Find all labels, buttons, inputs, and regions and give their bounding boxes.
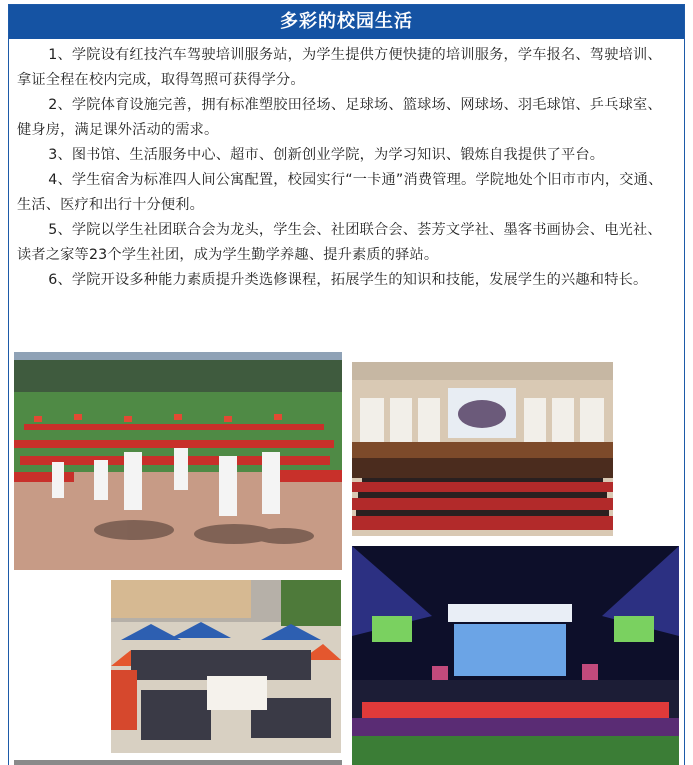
next-photo-edge (14, 760, 342, 765)
paragraph-5: 5、学院以学生社团联合会为龙头，学生会、社团联合会、荟芳文学社、墨客书画协会、电光社、读者之家等23个学生社团，成为学生勤学养趣、提升素质的驿站。 (17, 222, 662, 263)
stage-performance-photo (352, 546, 679, 765)
campus-fair-photo (111, 580, 341, 753)
section-title: 多彩的校园生活 (9, 5, 684, 39)
paragraph-1: 1、学院设有红技汽车驾驶培训服务站，为学生提供方便快捷的培训服务，学车报名、驾驶培训、拿证全程在校内完成，取得驾照可获得学分。 (17, 47, 662, 88)
content-body (9, 39, 684, 293)
exhibition-hall-photo (352, 362, 613, 536)
paragraph-6: 6、学院开设多种能力素质提升类选修课程，拓展学生的知识和技能，发展学生的兴趣和特长。 (48, 272, 648, 288)
taekwondo-performance-photo (14, 352, 342, 570)
paragraph-3: 3、图书馆、生活服务中心、超市、创新创业学院，为学习知识、锻炼自我提供了平台。 (48, 147, 605, 163)
paragraph-2: 2、学院体育设施完善，拥有标准塑胶田径场、足球场、篮球场、网球场、羽毛球馆、乒乓球室、健身房，满足课外活动的需求。 (17, 97, 662, 138)
paragraph-4: 4、学生宿舍为标准四人间公寓配置，校园实行“一卡通”消费管理。学院地处个旧市市内，交通、生活、医疗和出行十分便利。 (17, 172, 663, 213)
